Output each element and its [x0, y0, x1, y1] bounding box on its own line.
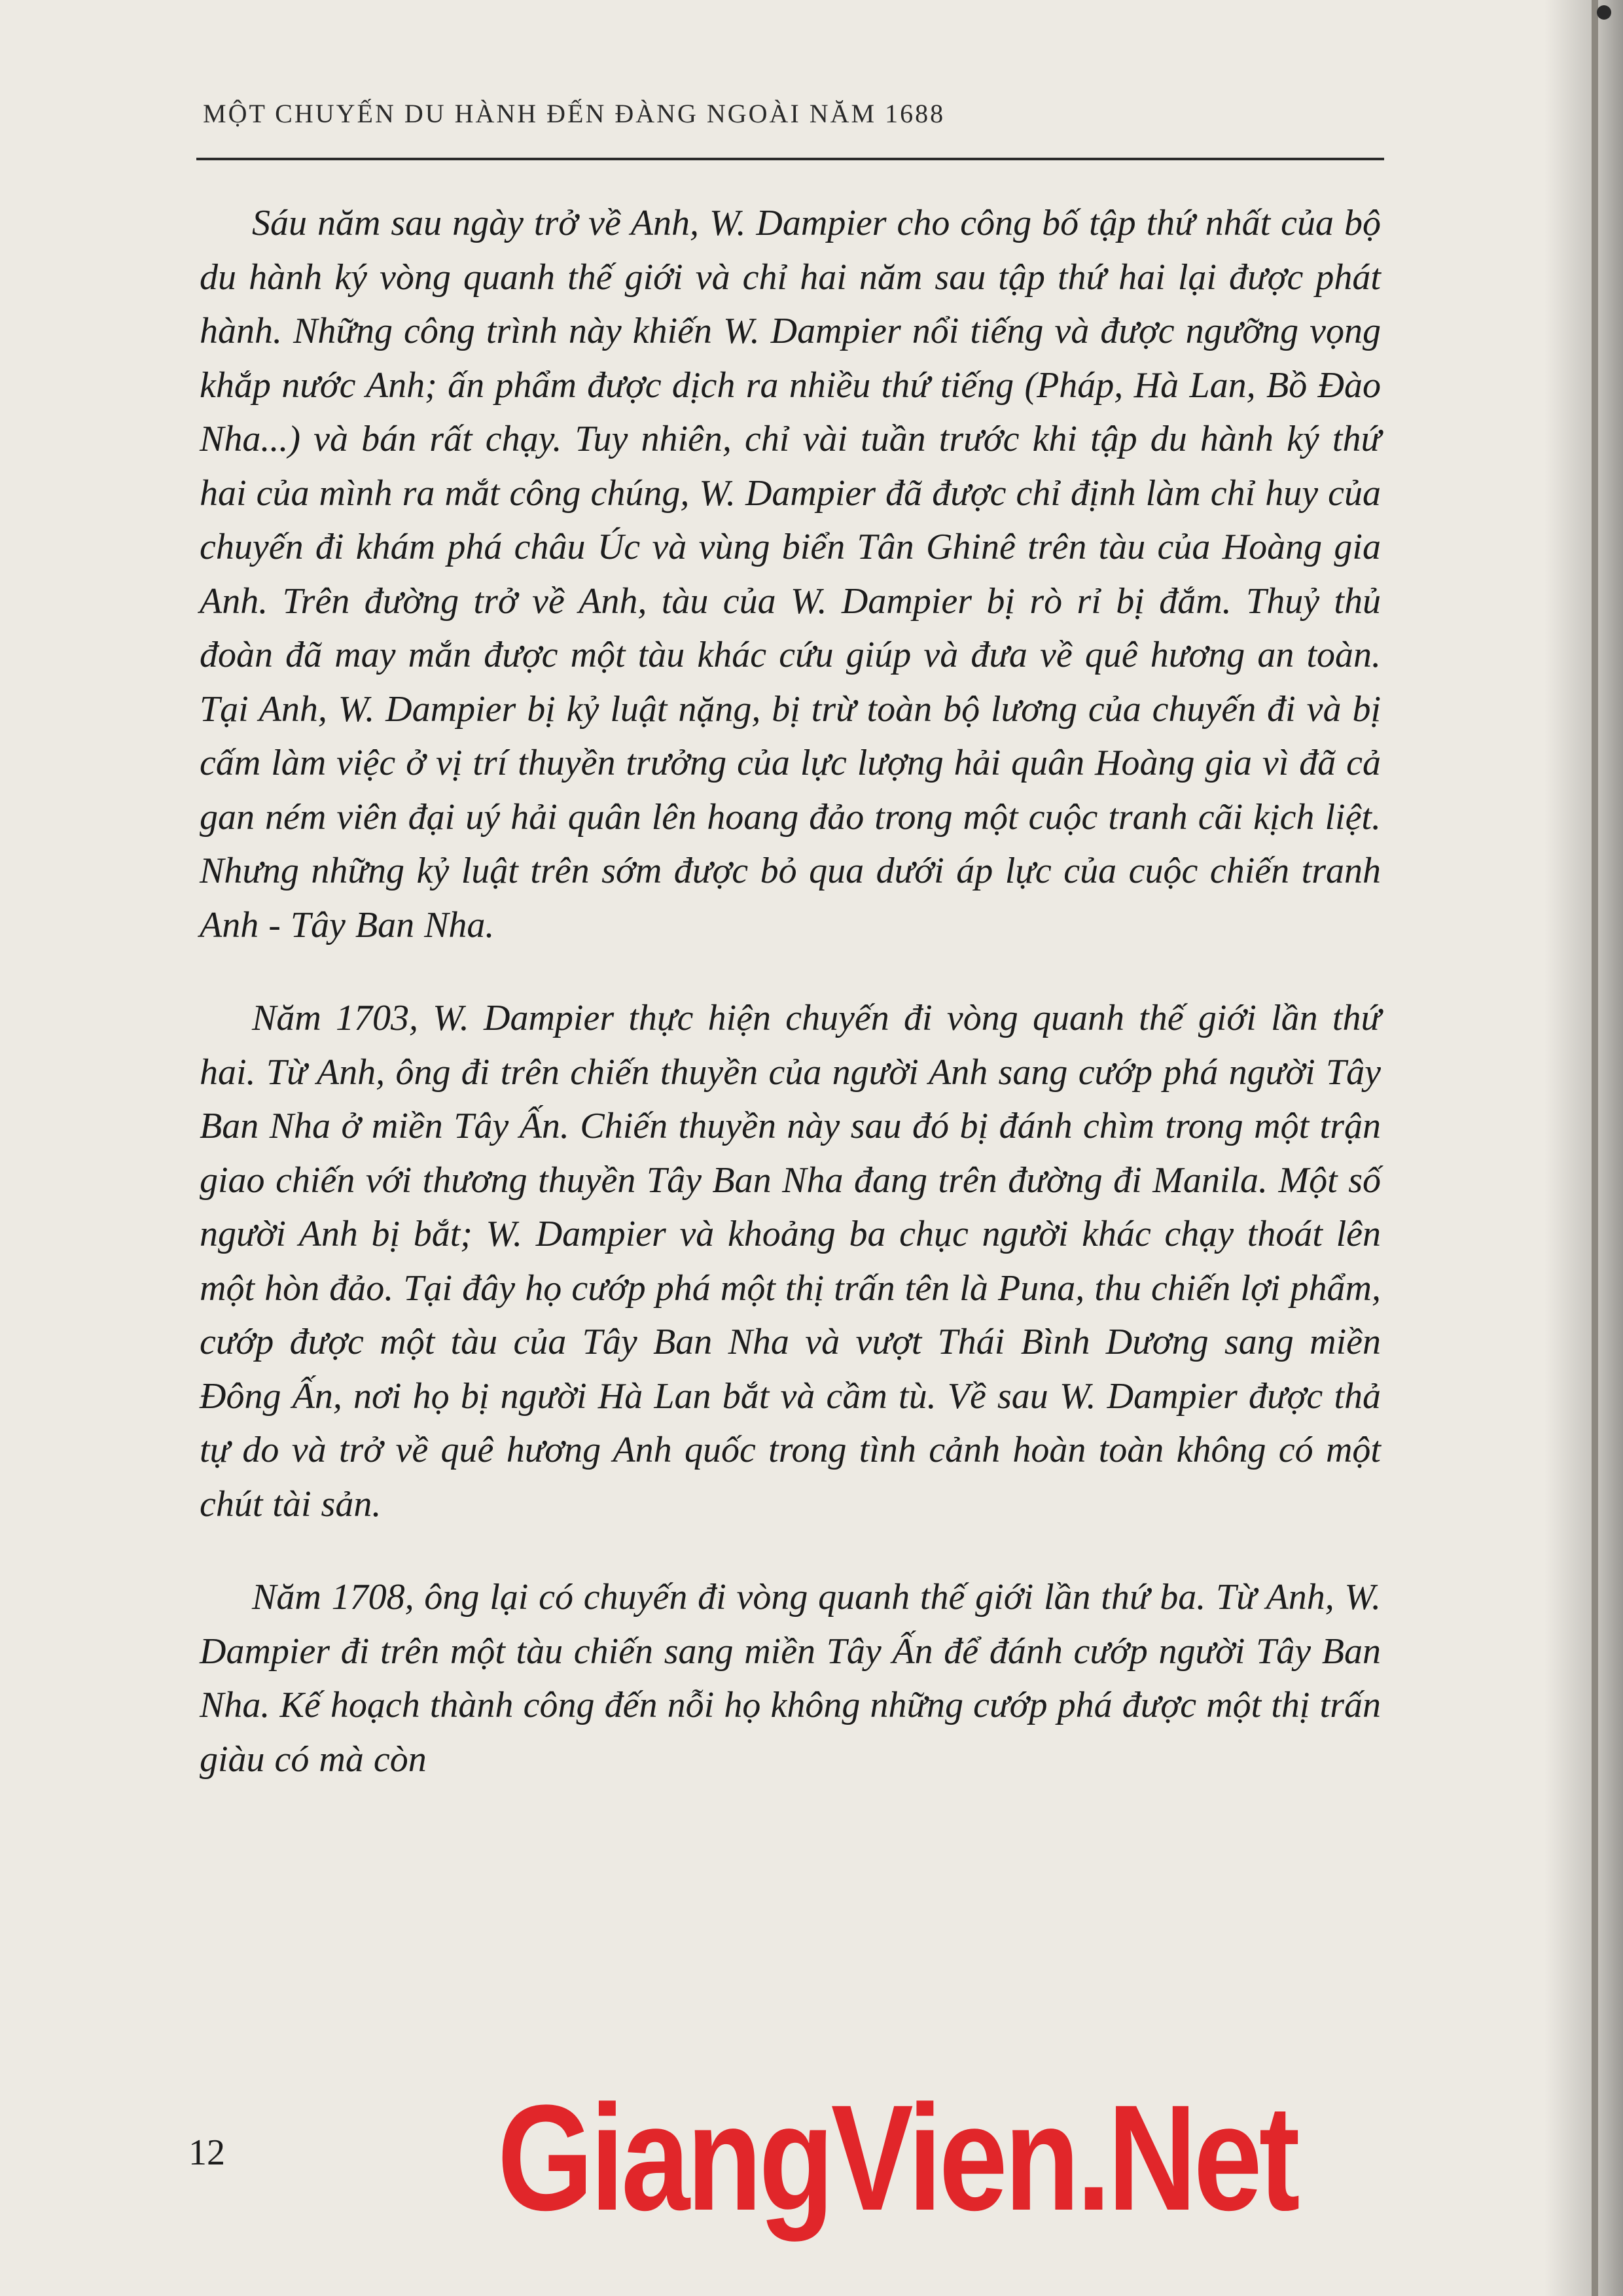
spine-edge [1592, 0, 1598, 2296]
paragraph-3: Năm 1708, ông lại có chuyến đi vòng quanh thế giới lần thứ ba. Từ Anh, W. Dampier đi trên một tàu chiến sang miền Tây Ấn để đánh cướp người Tây Ban Nha. Kế hoạch thành công đến nỗi họ không những cướp phá được một thị trấn giàu có mà còn [200, 1577, 1381, 1780]
page-number: 12 [188, 2132, 225, 2173]
header-rule [196, 158, 1384, 160]
spine-shadow [1544, 0, 1623, 2296]
body-text [200, 196, 1381, 1786]
paragraph-1: Sáu năm sau ngày trở về Anh, W. Dampier cho công bố tập thứ nhất của bộ du hành ký vòng quanh thế giới và chỉ hai năm sau tập thứ hai lại được phát hành. Những công trình này khiến W. Dampier nổi tiếng và được ngưỡng vọng khắp nước Anh; ấn phẩm được dịch ra nhiều thứ tiếng (Pháp, Hà Lan, Bồ Đào Nha...) và bán rất chạy. Tuy nhiên, chỉ vài tuần trước khi tập du hành ký thứ hai của mình ra mắt công chúng, W. Dampier đã được chỉ định làm chỉ huy của chuyến đi khám phá châu Úc và vùng biển Tân Ghinê trên tàu của Hoàng gia Anh. Trên đường trở về Anh, tàu của W. Dampier bị rò rỉ bị đắm. Thuỷ thủ đoàn đã may mắn được một tàu khác cứu giúp và đưa về quê hương an toàn. Tại Anh, W. Dampier bị kỷ luật nặng, bị trừ toàn bộ lương của chuyến đi và bị cấm làm việc ở vị trí thuyền trưởng của lực lượng hải quân Hoàng gia vì đã cả gan ném viên đại uý hải quân lên hoang đảo trong một cuộc tranh cãi kịch liệt. Nhưng những kỷ luật trên sớm được bỏ qua dưới áp lực của cuộc chiến tranh Anh - Tây Ban Nha. [200, 203, 1381, 945]
watermark: GiangVien.Net [497, 2074, 1297, 2242]
paragraph-2: Năm 1703, W. Dampier thực hiện chuyến đi vòng quanh thế giới lần thứ hai. Từ Anh, ông đi trên chiến thuyền của người Anh sang cướp phá người Tây Ban Nha ở miền Tây Ấn. Chiến thuyền này sau đó bị đánh chìm trong một trận giao chiến với thương thuyền Tây Ban Nha đang trên đường đi Manila. Một số người Anh bị bắt; W. Dampier và khoảng ba chục người khác chạy thoát lên một hòn đảo. Tại đây họ cướp phá một thị trấn tên là Puna, thu chiến lợi phẩm, cướp được một tàu của Tây Ban Nha và vượt Thái Bình Dương sang miền Đông Ấn, nơi họ bị người Hà Lan bắt và cầm tù. Về sau W. Dampier được thả tự do và trở về quê hương Anh quốc trong tình cảnh hoàn toàn không có một chút tài sản. [200, 998, 1381, 1525]
running-header: MỘT CHUYẾN DU HÀNH ĐẾN ĐÀNG NGOÀI NĂM 1688 [203, 99, 946, 128]
spine-mark [1597, 5, 1611, 20]
